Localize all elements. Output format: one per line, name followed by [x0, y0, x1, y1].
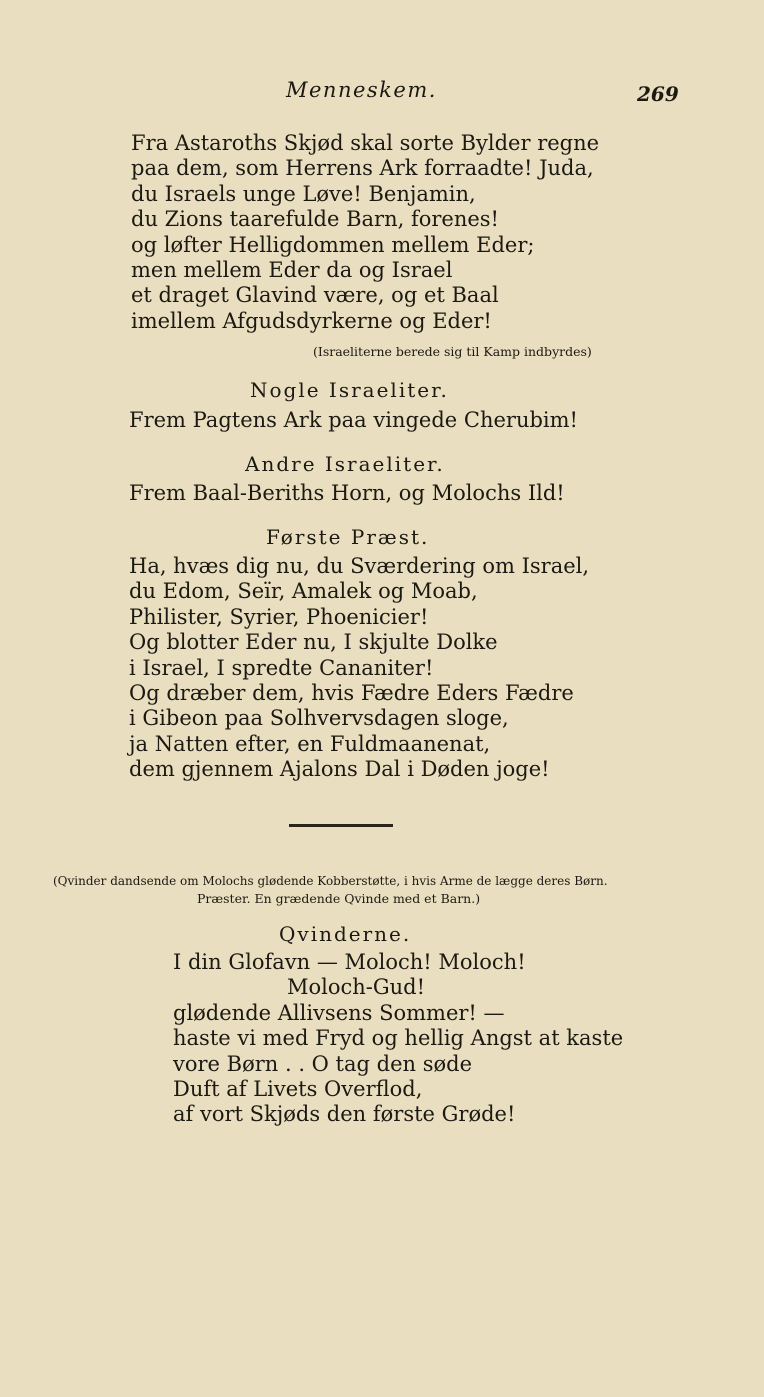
verse-line: Moloch-Gud!	[287, 975, 426, 1000]
verse-line: paa dem, som Herrens Ark forraadte! Juda,	[131, 156, 594, 181]
speaker-name: Første Præst.	[266, 525, 430, 549]
verse-line: dem gjennem Ajalons Dal i Døden joge!	[129, 757, 550, 782]
speaker-name: Qvinderne.	[279, 922, 412, 946]
verse-line: Og dræber dem, hvis Fædre Eders Fædre	[129, 681, 574, 706]
running-title: Menneskeт.	[286, 78, 437, 102]
verse-line: imellem Afgudsdyrkerne og Eder!	[131, 308, 492, 333]
verse-line: og løfter Helligdommen mellem Eder;	[131, 232, 535, 257]
page-number: 269	[637, 82, 679, 106]
verse-line: du Edom, Seïr, Amalek og Moab,	[129, 579, 478, 604]
verse-line: Fra Astaroths Skjød skal sorte Bylder regne	[131, 131, 600, 155]
verse-line: Philister, Syrier, Phoenicier!	[129, 604, 429, 629]
verse-line: ja Natten efter, en Fuldmaanenat,	[129, 731, 491, 756]
verse-line: haste vi med Fryd og hellig Angst at kaste	[173, 1026, 624, 1051]
verse-line: vore Børn . . O tag den søde	[173, 1051, 472, 1076]
verse-line: Frem Baal-Beriths Horn, og Molochs Ild!	[129, 481, 565, 505]
verse-line: i Israel, I spredte Cananiter!	[129, 655, 434, 680]
stage-direction: Præster. En grædende Qvinde med et Barn.)	[197, 891, 481, 906]
verse-line: et draget Glavind være, og et Baal	[131, 283, 499, 308]
verse-line: Frem Pagtens Ark paa vingede Cherubim!	[129, 408, 578, 432]
verse-line: i Gibeon paa Solhvervsdagen sloge,	[129, 706, 509, 731]
verse-block-3	[173, 950, 623, 1128]
stage-direction: (Qvinder dandsende om Molochs glødende Kobberstøtte, i hvis Arme de lægge deres Børn.	[53, 874, 608, 888]
verse-line: du Zions taarefulde Barn, forenes!	[131, 207, 499, 232]
verse-line: Duft af Livets Overflod,	[173, 1077, 423, 1102]
verse-block-2	[129, 554, 589, 783]
verse-line: I din Glofavn — Moloch! Moloch!	[173, 950, 526, 974]
verse-line: Og blotter Eder nu, I skjulte Dolke	[129, 630, 498, 655]
speaker-name: Nogle Israeliter.	[250, 378, 449, 402]
verse-line: glødende Allivsens Sommer! —	[173, 1000, 505, 1025]
section-divider	[289, 824, 393, 827]
stage-direction: (Israeliterne berede sig til Kamp indbyrdes)	[313, 344, 592, 359]
verse-block-1	[131, 131, 599, 334]
verse-line: men mellem Eder da og Israel	[131, 258, 453, 283]
verse-line: af vort Skjøds den første Grøde!	[173, 1102, 516, 1127]
verse-line: Ha, hvæs dig nu, du Sværdering om Israel,	[129, 554, 590, 578]
speaker-name: Andre Israeliter.	[245, 452, 445, 476]
verse-line: du Israels unge Løve! Benjamin,	[131, 181, 476, 206]
